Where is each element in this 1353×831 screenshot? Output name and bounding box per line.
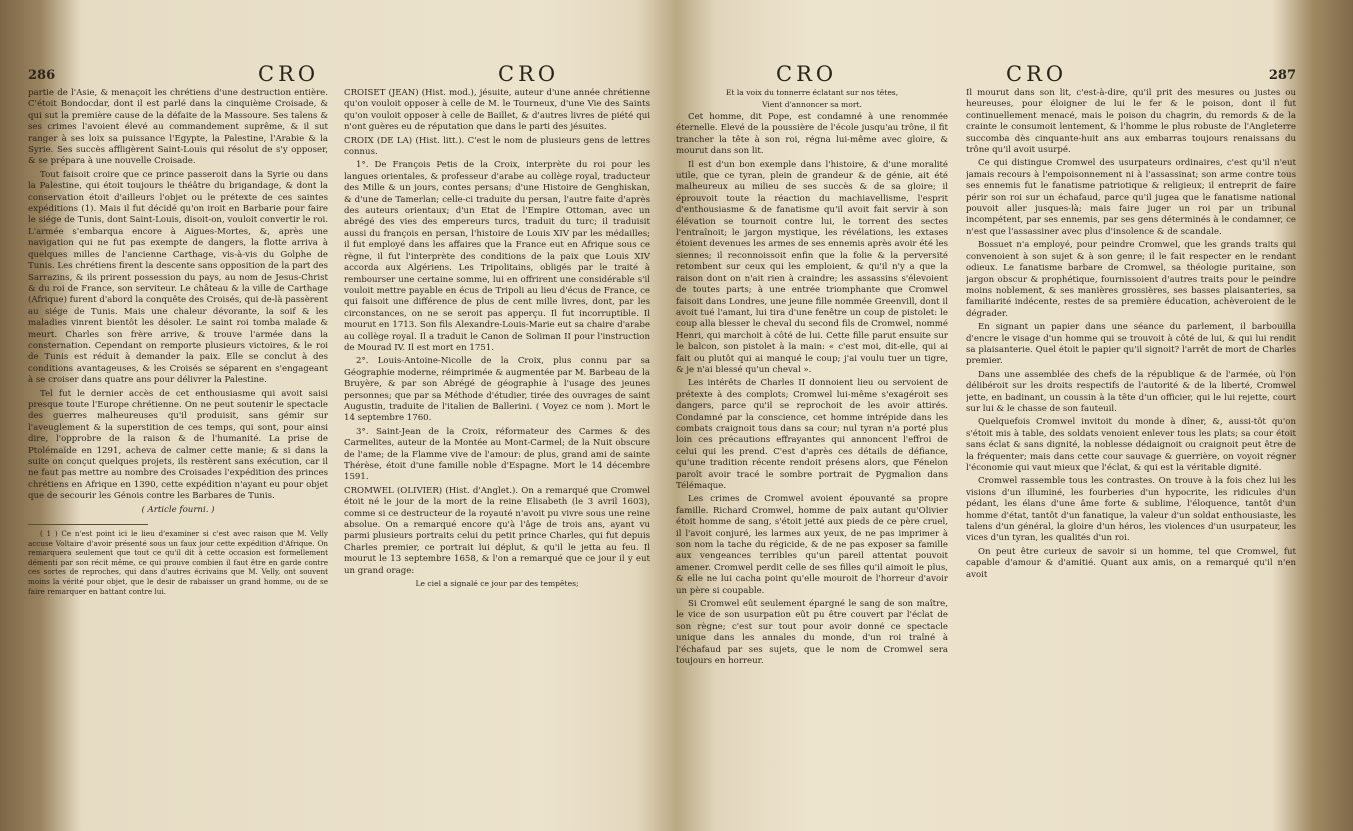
left-column-2 — [344, 88, 650, 788]
paragraph: Cromwel rassemble tous les contrastes. On trouve à la fois chez lui les visions d'un illuminé, les fourberies d'un hypocrite, les ridicules d'un pédant, les élans d'une âme forte & sublime, l'éloquence, tantôt d'un homme d'état, tantôt d'un fanatique, la valeur d'un soldat enthousiaste, les talens d'un général, la gloire d'un héros, les violences d'un usurpateur, les vices d'un tyran, les qualités d'un roi. — [966, 476, 1296, 544]
running-head: CRO — [258, 62, 320, 86]
paragraph: 2°. Louis-Antoine-Nicolle de la Croix, plus connu par sa Géographie moderne, réimprimée & augmentée par M. Barbeau de la Bruyère, & par son Abrégé de géographie à l'usage des jeunes personnes; que par sa Méthode d'étudier, tirée des ouvrages de saint Augustin, traduite de l'italien de Ballerini. ( Voyez ce nom ). Mort le 14 septembre 1760. — [344, 356, 650, 424]
right-page-header — [676, 62, 1304, 88]
paragraph: Il est d'un bon exemple dans l'histoire, & d'une moralité utile, que ce tyran, plein de grandeur & de génie, ait été malheureux au milieu de ses succès & de sa gloire; il éprouvoit toute la réaction du machiavellisme, l'esprit d'enthousiasme & de fanatisme qu'il avoit fait servir à son élévation se tournoit contre lui, le torrent des sectes l'entraînoit; le jargon mystique, les révélations, les extases étoient devenues les armes de ses ennemis après avoir été les siennes; il reconnoissoit enfin que la folie & la perversité retombent sur ceux qui les emploient, & qu'il n'y a que la raison dont on n'ait rien à craindre; les assassins s'élevoient de toutes parts; à une entrée triomphante que Cromwel faisoit dans Londres, une jeune fille nommée Greenvill, dont il avoit tué l'amant, lui tira d'une fenêtre un coup de pistolet: le coup alla blesser le cheval du second fils de Cromwel, nommé Henri, qui marchoit à côté de lui. Cette fille parut ensuite sur le balcon, son pistolet à la main: « c'est moi, dit-elle, qui ai fait ou plutôt qui ai manqué le coup; j'ai voulu tuer un tigre, & je n'ai blessé qu'un cheval ». — [676, 159, 948, 375]
paragraph: Les intérêts de Charles II donnoient lieu ou servoient de prétexte à des complots; Cromwel lui-même s'exagéroit ses dangers, parce qu'il se reprochoit de les avoir attirés. Condamné par la conscience, cet homme intrépide dans les combats craignoit tous dans sa cour; nul tyran n'a porté plus loin ces précautions effrayantes qui annoncent l'effroi de celui qui les prend. C'est d'après ces détails de défiance, qu'une tradition récente rendoit présens alors, que Fénelon paroît avoir tracé le sombre portrait de Pygmalion dans Télémaque. — [676, 378, 948, 491]
verse-line: Le ciel a signalé ce jour par des tempêtes; — [415, 579, 579, 589]
paragraph: partie de l'Asie, & menaçoit les chrétiens d'une destruction entière. C'étoit Bondocdar, dont il est parlé dans la cinquième Croisade, & qui sut la première cause de la défaite de la Massoure. Ses talens & ses crimes l'avoient élevé au commandement suprême, & il sut ranger à ses loix sa puissance l'Egypte, la Palestine, l'Arabie & la Syrie. Ses succès affligèrent Saint-Louis qui résolut de s'y opposer, & se prépara à une nouvelle Croisade. — [28, 88, 328, 167]
paragraph: Si Cromwel eût seulement épargné le sang de son maître, le vice de son usurpation eût pu être couvert par l'éclat de son règne; c'est sur tout pour avoir donné ce spectacle unique dans les annales du monde, d'un roi traîné à l'échafaud par ses sujets, que le nom de Cromwel sera toujours en horreur. — [676, 599, 948, 667]
entry-croix: CROIX (DE LA) (Hist. litt.). C'est le nom de plusieurs gens de lettres connus. — [344, 135, 650, 158]
left-page — [28, 0, 654, 831]
footnote: ( 1 ) Ce n'est point ici le lieu d'examiner si c'est avec raison que M. Velly accuse Voltaire d'avoir présenté sous un faux jour cette expédition d'Afrique. On remarquera seulement que tout ce qu'il dit à cette occasion est formellement démenti par son récit même, ce qui prouve combien il faut être en garde contre ces sortes de reproches, qui dans d'autres écrivains que M. Velly, ont souvent moins la vérité pour objet, que le desir de rabaisser un grand homme, ou de se faire remarquer en battant contre lui. — [28, 529, 328, 596]
right-page — [676, 0, 1304, 831]
paragraph: Les crimes de Cromwel avoient épouvanté sa propre famille. Richard Cromwel, homme de paix autant qu'Olivier étoit homme de sang, s'étoit jetté aux pieds de ce père cruel, il l'avoit conjuré, les larmes aux yeux, de ne pas imprimer à son nom la tache du régicide, & de ne pas exposer sa famille aux vengeances terribles qu'un pareil attentat pouvoit amener. Cromwel perdit celle de ses filles qu'il aimoit le plus, & elle ne lui cacha point qu'elle mouroit de l'horreur d'avoir un père si coupable. — [676, 494, 948, 596]
left-column-1 — [28, 88, 328, 788]
paragraph: Ce qui distingue Cromwel des usurpateurs ordinaires, c'est qu'il n'eut jamais recours à l'empoisonnement ni à l'assassinat; son arme contre tous ses ennemis fut le fanatisme patriotique & religieux; il entreprit de faire périr son roi sur un échafaud, parce qu'il jugea que le fanatisme national pouvoit aller jusques-là; mais faire juger un roi par un tribunal incompétent, par ses ennemis, par ses gens déterminés à le condamner, ce n'est que l'assassiner avec plus d'insolence & de scandale. — [966, 158, 1296, 237]
paragraph: Il mourut dans son lit, c'est-à-dire, qu'il prit des mesures ou justes ou heureuses, pour éloigner de lui le fer & le poison, dont il fut continuellement menacé, mais le poison du chagrin, du remords & de la crainte le consumoit lentement, & l'homme le plus robuste de l'Angleterre succomba dès cinquante-huit ans aux embarras toujours renaissans du trône qu'il avoit usurpé. — [966, 88, 1296, 156]
article-signature: ( Article fourni. ) — [141, 504, 215, 515]
running-head: CRO — [776, 62, 838, 86]
paragraph: On peut être curieux de savoir si un homme, tel que Cromwel, fut capable d'amour & d'amitié. Quant aux amis, on a remarqué qu'il n'en avoit — [966, 546, 1296, 580]
paragraph: Tel fut le dernier accès de cet enthousiasme qui avoit saisi presque toute l'Europe chrétienne. On ne peut soutenir le spectacle des guerres malheureuses qu'il produisit, sans gémir sur l'aveuglement & la superstition de ces temps, qui sont, pour ainsi dire, l'opprobre de la raison & de l'humanité. La prise de Ptolémaïde en 1291, acheva de calmer cette manie; & si dans la suite on conçut quelques projets, ils restèrent sans exécution, car il ne faut pas mettre au nombre des Croisades l'expédition des princes chrétiens en Afrique en 1390, cette expédition n'ayant eu pour objet que de secourir les Génois contre les Barbares de Tunis. — [28, 388, 328, 502]
paragraph: Quelquefois Cromwel invitoit du monde à dîner, &, aussi-tôt qu'on s'étoit mis à table, des soldats venoient enlever tous les plats; sa cour étoit sans éclat & sans dignité, la noblesse dédaignoit ou craignoit peut être de la fréquenter; mais dans cette cour sauvage & guerrière, on voyoit régner l'économie qui vaut mieux que l'éclat, & qui est la véritable dignité. — [966, 417, 1296, 473]
entry-croiset: CROISET (JEAN) (Hist. mod.), jésuite, auteur d'une année chrétienne qu'on vouloit opposer à celle de M. le Tourneux, d'une Vie des Saints qu'on vouloit opposer à celle de Baillet, & d'autres livres de piété qui n'ont guères eu de réputation que dans le parti des jésuites. — [344, 88, 650, 133]
entry-cromwel: CROMWEL (OLIVIER) (Hist. d'Anglet.). On a remarqué que Cromwel étoit né le jour de la mort de la reine Elisabeth (le 3 avril 1603), comme si ce destructeur de la royauté n'avoit pu vivre sous une reine absolue. On a remarqué encore qu'à l'âge de trois ans, ayant vu parmi plusieurs portraits celui du petit prince Charles, qui fut depuis Charles premier, ce portrait lui déplut, & qu'il le jetta au feu. Il mourut le 13 septembre 1658, & l'on a remarqué que ce jour il y eut un grand orage: — [344, 485, 650, 576]
paragraph: Bossuet n'a employé, pour peindre Cromwel, que les grands traits qui convenoient à son sujet & à son genre; il le fait respecter en le rendant odieux. Le fanatisme barbare de Cromwel, sa théologie puritaine, son jargon obscur & prophétique, fournissoient d'autres traits pour le peindre moins noblement, & ses manières grossières, ses basses plaisanteries, sa familiarité indécente, restes de sa première éducation, achèveroient de le dégrader. — [966, 240, 1296, 319]
running-head: CRO — [1006, 62, 1068, 86]
paragraph: 1°. De François Petis de la Croix, interprète du roi pour les langues orientales, & professeur d'arabe au collège royal, traducteur des Mille & un jours, contes persans; d'une Histoire de Genghiskan, & d'une de Tamerlan; celle-ci traduite du persan, l'autre faite d'après des auteurs orientaux; d'un Etat de l'Empire Ottoman, avec un abrégé des vies des empereurs turcs, traduit du turc; il traduisit aussi du françois en persan, l'histoire de Louis XIV par les médailles; il fut employé dans les affaires que la France eut en Afrique sous ce règne, il fut l'interprète des conditions de la paix que Louis XIV accorda aux Algériens. Les Tripolitains, obligés par le traité à rembourser une certaine somme, lui en offrirent une considérable s'il vouloit mettre payable en écus de Tripoli au lieu d'écus de France, ce qui faisoit une différence de plus de cent mille livres, dont, par les circonstances, on ne se seroit pas apperçu. Il fut incorruptible. Il mourut en 1713. Son fils Alexandre-Louis-Marie eut sa chaire d'arabe au collège royal. Il a traduit le Canon de Soliman II pour l'instruction de Mourad IV. Il est mort en 1751. — [344, 160, 650, 353]
running-head: CRO — [498, 62, 560, 86]
page-number: 287 — [1268, 68, 1296, 83]
left-page-header — [28, 62, 654, 88]
verse-line: Et la voix du tonnerre éclatant sur nos têtes, — [725, 88, 899, 97]
paragraph: Dans une assemblée des chefs de la république & de l'armée, où l'on délibéroit sur les droits respectifs de l'autorité & de la liberté, Cromwel jette, en badinant, un coussin à la tête d'un officier, qui le lui rejette, court sur lui & le chasse de son fauteuil. — [966, 369, 1296, 414]
verse-line: Vient d'annoncer sa mort. — [762, 100, 862, 109]
paragraph: En signant un papier dans une séance du parlement, il barbouilla d'encre le visage d'un homme qui se trouvoit à côté de lui, & qui lui rendit sa plaisanterie. Quel étoit le papier qu'il signoit? l'arrêt de mort de Charles premier. — [966, 322, 1296, 367]
paragraph: Cet homme, dit Pope, est condamné à une renommée éternelle. Elevé de la poussière de l'école jusqu'au trône, il fit trancher la tête à son roi, régna lui-même avec gloire, & mourut dans son lit. — [676, 112, 948, 157]
paragraph: 3°. Saint-Jean de la Croix, réformateur des Carmes & des Carmelites, auteur de la Montée au Mont-Carmel; de la Nuit obscure de l'ame; de la Flamme vive de l'amour: de plus, grand ami de sainte Thérèse, étoit d'une famille noble d'Espagne. Mort le 14 décembre 1591. — [344, 426, 650, 483]
right-column-1 — [676, 88, 948, 788]
paragraph: Tout faisoit croire que ce prince passeroit dans la Syrie ou dans la Palestine, qui étoit toujours le théâtre du brigandage, & dont la conservation étoit d'ailleurs l'objet ou le prétexte de ces saintes expéditions (1). Mais il fut décidé qu'on iroit en Barbarie pour faire le siége de Tunis, dont Saint-Louis, disoit-on, vouloit convertir le roi. L'armée s'embarqua encore à Aigues-Mortes, &, après une navigation qui ne fut pas exempte de dangers, la flotte arriva à quelques milles de l'ancienne Carthage, vis-à-vis du Golphe de Tunis. Les chrétiens firent la descente sans opposition de la part des Sarrazins, & ils prirent possession du pays, au nom de Jesus-Christ & du roi de France, son serviteur. Le château & la ville de Carthage (Afrique) furent d'abord la conquête des Croisés, qui de-là passèrent au siége de Tunis. Mais une chaleur dévorante, la soif & les maladies vinrent bientôt les désoler. Le saint roi tomba malade & meurt. Charles son frère arrive, & trouve l'armée dans la consternation. Cependant on remporte plusieurs victoires, & le roi de Tunis est réduit à demander la paix. Elle se conclut à des conditions avantageuses, & les Croisés se séparent en s'engageant à se croiser dans quatre ans pour délivrer la Palestine. — [28, 169, 328, 386]
footnote-rule — [28, 524, 148, 525]
right-column-2 — [966, 88, 1296, 788]
page-number: 286 — [28, 68, 56, 83]
